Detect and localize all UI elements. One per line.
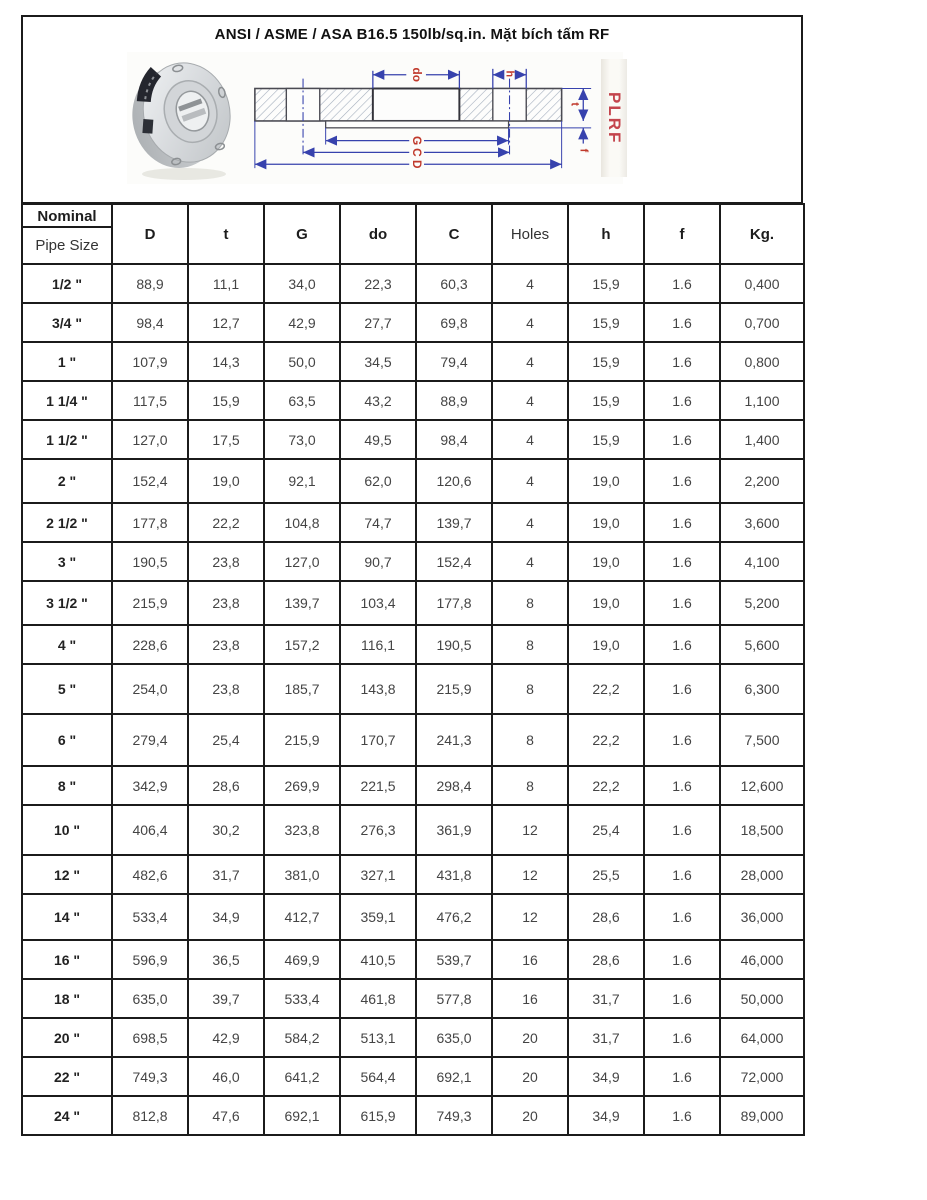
dim-label-f: f bbox=[577, 148, 590, 153]
value-cell: 20 bbox=[492, 1057, 568, 1096]
table-row bbox=[22, 894, 804, 940]
table-row bbox=[22, 625, 804, 664]
value-cell: 254,0 bbox=[112, 664, 188, 714]
pipe-size-cell: 1 1/2 " bbox=[22, 420, 112, 459]
value-cell: 28,6 bbox=[188, 766, 264, 805]
value-cell: 3,600 bbox=[720, 503, 804, 542]
plrf-strip bbox=[601, 59, 627, 177]
value-cell: 22,2 bbox=[188, 503, 264, 542]
flange-figure bbox=[127, 52, 623, 184]
value-cell: 88,9 bbox=[112, 264, 188, 303]
value-cell: 20 bbox=[492, 1096, 568, 1135]
table-row bbox=[22, 766, 804, 805]
pipe-size-cell: 14 " bbox=[22, 894, 112, 940]
value-cell: 170,7 bbox=[340, 714, 416, 766]
flange-dimension-table bbox=[21, 203, 805, 1136]
pipe-size-cell: 3 " bbox=[22, 542, 112, 581]
column-header-t: t bbox=[188, 204, 264, 264]
value-cell: 64,000 bbox=[720, 1018, 804, 1057]
dim-label-do: do bbox=[410, 67, 424, 82]
value-cell: 15,9 bbox=[568, 303, 644, 342]
value-cell: 4 bbox=[492, 542, 568, 581]
value-cell: 25,4 bbox=[188, 714, 264, 766]
value-cell: 31,7 bbox=[568, 1018, 644, 1057]
table-row bbox=[22, 1096, 804, 1135]
value-cell: 139,7 bbox=[264, 581, 340, 625]
dim-label-c: C bbox=[410, 148, 424, 157]
value-cell: 4 bbox=[492, 420, 568, 459]
flange-photo-image bbox=[127, 52, 245, 184]
value-cell: 177,8 bbox=[112, 503, 188, 542]
value-cell: 15,9 bbox=[568, 381, 644, 420]
table-row bbox=[22, 459, 804, 503]
pipe-size-cell: 2 " bbox=[22, 459, 112, 503]
value-cell: 4 bbox=[492, 342, 568, 381]
value-cell: 43,2 bbox=[340, 381, 416, 420]
value-cell: 19,0 bbox=[568, 625, 644, 664]
value-cell: 46,000 bbox=[720, 940, 804, 979]
value-cell: 4 bbox=[492, 459, 568, 503]
value-cell: 152,4 bbox=[416, 542, 492, 581]
value-cell: 8 bbox=[492, 581, 568, 625]
value-cell: 533,4 bbox=[112, 894, 188, 940]
value-cell: 327,1 bbox=[340, 855, 416, 894]
table-row bbox=[22, 979, 804, 1018]
value-cell: 16 bbox=[492, 940, 568, 979]
value-cell: 1.6 bbox=[644, 264, 720, 303]
value-cell: 482,6 bbox=[112, 855, 188, 894]
column-header-h: h bbox=[568, 204, 644, 264]
value-cell: 1.6 bbox=[644, 420, 720, 459]
table-row bbox=[22, 714, 804, 766]
value-cell: 49,5 bbox=[340, 420, 416, 459]
value-cell: 241,3 bbox=[416, 714, 492, 766]
column-header-holes: Holes bbox=[492, 204, 568, 264]
value-cell: 8 bbox=[492, 714, 568, 766]
value-cell: 34,9 bbox=[568, 1057, 644, 1096]
center-bore bbox=[373, 89, 460, 121]
value-cell: 215,9 bbox=[112, 581, 188, 625]
value-cell: 15,9 bbox=[568, 342, 644, 381]
value-cell: 276,3 bbox=[340, 805, 416, 855]
value-cell: 20 bbox=[492, 1018, 568, 1057]
value-cell: 63,5 bbox=[264, 381, 340, 420]
value-cell: 269,9 bbox=[264, 766, 340, 805]
table-row bbox=[22, 855, 804, 894]
value-cell: 42,9 bbox=[188, 1018, 264, 1057]
value-cell: 4 bbox=[492, 503, 568, 542]
value-cell: 323,8 bbox=[264, 805, 340, 855]
pipe-size-cell: 1 " bbox=[22, 342, 112, 381]
table-row bbox=[22, 420, 804, 459]
flange-photo bbox=[127, 52, 245, 184]
plrf-label: PLRF bbox=[605, 91, 624, 145]
value-cell: 34,5 bbox=[340, 342, 416, 381]
pipe-size-cell: 8 " bbox=[22, 766, 112, 805]
value-cell: 152,4 bbox=[112, 459, 188, 503]
header-row bbox=[22, 204, 804, 264]
value-cell: 22,2 bbox=[568, 714, 644, 766]
table-row bbox=[22, 1057, 804, 1096]
value-cell: 36,5 bbox=[188, 940, 264, 979]
value-cell: 12 bbox=[492, 894, 568, 940]
value-cell: 1.6 bbox=[644, 766, 720, 805]
value-cell: 513,1 bbox=[340, 1018, 416, 1057]
value-cell: 34,0 bbox=[264, 264, 340, 303]
value-cell: 25,4 bbox=[568, 805, 644, 855]
value-cell: 19,0 bbox=[568, 503, 644, 542]
pipe-size-cell: 12 " bbox=[22, 855, 112, 894]
value-cell: 1.6 bbox=[644, 342, 720, 381]
value-cell: 30,2 bbox=[188, 805, 264, 855]
value-cell: 73,0 bbox=[264, 420, 340, 459]
dim-label-d: D bbox=[410, 159, 424, 169]
value-cell: 15,9 bbox=[568, 264, 644, 303]
value-cell: 22,2 bbox=[568, 766, 644, 805]
value-cell: 74,7 bbox=[340, 503, 416, 542]
value-cell: 117,5 bbox=[112, 381, 188, 420]
raised-face bbox=[326, 121, 509, 128]
value-cell: 28,000 bbox=[720, 855, 804, 894]
pipe-size-label: Pipe Size bbox=[35, 237, 99, 254]
value-cell: 47,6 bbox=[188, 1096, 264, 1135]
value-cell: 412,7 bbox=[264, 894, 340, 940]
value-cell: 98,4 bbox=[416, 420, 492, 459]
pipe-size-cell: 3 1/2 " bbox=[22, 581, 112, 625]
flange-drawing bbox=[247, 52, 599, 184]
value-cell: 28,6 bbox=[568, 894, 644, 940]
pipe-size-cell: 4 " bbox=[22, 625, 112, 664]
value-cell: 15,9 bbox=[188, 381, 264, 420]
value-cell: 190,5 bbox=[112, 542, 188, 581]
value-cell: 60,3 bbox=[416, 264, 492, 303]
column-header-g: G bbox=[264, 204, 340, 264]
value-cell: 359,1 bbox=[340, 894, 416, 940]
value-cell: 476,2 bbox=[416, 894, 492, 940]
value-cell: 17,5 bbox=[188, 420, 264, 459]
column-header-do: do bbox=[340, 204, 416, 264]
value-cell: 143,8 bbox=[340, 664, 416, 714]
title-figure-box bbox=[21, 15, 803, 204]
value-cell: 584,2 bbox=[264, 1018, 340, 1057]
value-cell: 23,8 bbox=[188, 542, 264, 581]
column-header-kg: Kg. bbox=[720, 204, 804, 264]
pipe-size-cell: 1/2 " bbox=[22, 264, 112, 303]
value-cell: 1.6 bbox=[644, 894, 720, 940]
table-row bbox=[22, 1018, 804, 1057]
value-cell: 42,9 bbox=[264, 303, 340, 342]
value-cell: 228,6 bbox=[112, 625, 188, 664]
value-cell: 596,9 bbox=[112, 940, 188, 979]
value-cell: 469,9 bbox=[264, 940, 340, 979]
value-cell: 1.6 bbox=[644, 664, 720, 714]
value-cell: 381,0 bbox=[264, 855, 340, 894]
value-cell: 635,0 bbox=[112, 979, 188, 1018]
value-cell: 103,4 bbox=[340, 581, 416, 625]
value-cell: 25,5 bbox=[568, 855, 644, 894]
value-cell: 1.6 bbox=[644, 714, 720, 766]
value-cell: 641,2 bbox=[264, 1057, 340, 1096]
value-cell: 4 bbox=[492, 381, 568, 420]
value-cell: 6,300 bbox=[720, 664, 804, 714]
dim-label-g: G bbox=[410, 136, 424, 146]
nominal-label: Nominal bbox=[23, 205, 111, 228]
pipe-size-cell: 6 " bbox=[22, 714, 112, 766]
value-cell: 461,8 bbox=[340, 979, 416, 1018]
value-cell: 14,3 bbox=[188, 342, 264, 381]
value-cell: 5,600 bbox=[720, 625, 804, 664]
flange-table-body bbox=[22, 264, 804, 1135]
value-cell: 11,1 bbox=[188, 264, 264, 303]
value-cell: 577,8 bbox=[416, 979, 492, 1018]
table-row bbox=[22, 503, 804, 542]
value-cell: 19,0 bbox=[568, 542, 644, 581]
pipe-size-cell: 5 " bbox=[22, 664, 112, 714]
value-cell: 28,6 bbox=[568, 940, 644, 979]
table-row bbox=[22, 664, 804, 714]
value-cell: 1.6 bbox=[644, 381, 720, 420]
value-cell: 4,100 bbox=[720, 542, 804, 581]
value-cell: 0,400 bbox=[720, 264, 804, 303]
value-cell: 157,2 bbox=[264, 625, 340, 664]
value-cell: 1.6 bbox=[644, 1057, 720, 1096]
value-cell: 16 bbox=[492, 979, 568, 1018]
value-cell: 72,000 bbox=[720, 1057, 804, 1096]
value-cell: 12,600 bbox=[720, 766, 804, 805]
value-cell: 98,4 bbox=[112, 303, 188, 342]
value-cell: 34,9 bbox=[188, 894, 264, 940]
pipe-size-cell: 22 " bbox=[22, 1057, 112, 1096]
value-cell: 615,9 bbox=[340, 1096, 416, 1135]
value-cell: 0,800 bbox=[720, 342, 804, 381]
value-cell: 431,8 bbox=[416, 855, 492, 894]
value-cell: 107,9 bbox=[112, 342, 188, 381]
column-header-f: f bbox=[644, 204, 720, 264]
value-cell: 12 bbox=[492, 805, 568, 855]
value-cell: 1.6 bbox=[644, 1096, 720, 1135]
pipe-size-cell: 2 1/2 " bbox=[22, 503, 112, 542]
table-row bbox=[22, 303, 804, 342]
value-cell: 177,8 bbox=[416, 581, 492, 625]
value-cell: 410,5 bbox=[340, 940, 416, 979]
value-cell: 7,500 bbox=[720, 714, 804, 766]
column-header-d: D bbox=[112, 204, 188, 264]
value-cell: 4 bbox=[492, 264, 568, 303]
value-cell: 8 bbox=[492, 766, 568, 805]
value-cell: 69,8 bbox=[416, 303, 492, 342]
value-cell: 698,5 bbox=[112, 1018, 188, 1057]
value-cell: 19,0 bbox=[568, 459, 644, 503]
value-cell: 749,3 bbox=[112, 1057, 188, 1096]
pipe-size-cell: 16 " bbox=[22, 940, 112, 979]
value-cell: 22,3 bbox=[340, 264, 416, 303]
value-cell: 15,9 bbox=[568, 420, 644, 459]
page-title: ANSI / ASME / ASA B16.5 150lb/sq.in. Mặt bích tấm RF bbox=[214, 26, 610, 43]
value-cell: 92,1 bbox=[264, 459, 340, 503]
pipe-size-cell: 3/4 " bbox=[22, 303, 112, 342]
table-row bbox=[22, 940, 804, 979]
value-cell: 342,9 bbox=[112, 766, 188, 805]
value-cell: 18,500 bbox=[720, 805, 804, 855]
value-cell: 139,7 bbox=[416, 503, 492, 542]
value-cell: 8 bbox=[492, 625, 568, 664]
value-cell: 120,6 bbox=[416, 459, 492, 503]
table-row bbox=[22, 581, 804, 625]
value-cell: 692,1 bbox=[416, 1057, 492, 1096]
value-cell: 34,9 bbox=[568, 1096, 644, 1135]
value-cell: 62,0 bbox=[340, 459, 416, 503]
value-cell: 185,7 bbox=[264, 664, 340, 714]
dim-f bbox=[509, 128, 592, 144]
value-cell: 23,8 bbox=[188, 664, 264, 714]
value-cell: 12,7 bbox=[188, 303, 264, 342]
value-cell: 19,0 bbox=[188, 459, 264, 503]
dim-label-h: h bbox=[503, 70, 516, 78]
value-cell: 12 bbox=[492, 855, 568, 894]
value-cell: 36,000 bbox=[720, 894, 804, 940]
value-cell: 1,100 bbox=[720, 381, 804, 420]
column-header-c: C bbox=[416, 204, 492, 264]
value-cell: 221,5 bbox=[340, 766, 416, 805]
table-row bbox=[22, 264, 804, 303]
value-cell: 23,8 bbox=[188, 625, 264, 664]
value-cell: 4 bbox=[492, 303, 568, 342]
value-cell: 635,0 bbox=[416, 1018, 492, 1057]
value-cell: 1.6 bbox=[644, 303, 720, 342]
value-cell: 1.6 bbox=[644, 503, 720, 542]
value-cell: 539,7 bbox=[416, 940, 492, 979]
value-cell: 812,8 bbox=[112, 1096, 188, 1135]
value-cell: 1.6 bbox=[644, 979, 720, 1018]
value-cell: 79,4 bbox=[416, 342, 492, 381]
value-cell: 50,000 bbox=[720, 979, 804, 1018]
value-cell: 2,200 bbox=[720, 459, 804, 503]
value-cell: 1.6 bbox=[644, 805, 720, 855]
value-cell: 127,0 bbox=[264, 542, 340, 581]
pipe-size-cell: 20 " bbox=[22, 1018, 112, 1057]
pipe-size-cell: 18 " bbox=[22, 979, 112, 1018]
value-cell: 692,1 bbox=[264, 1096, 340, 1135]
value-cell: 0,700 bbox=[720, 303, 804, 342]
table-row bbox=[22, 805, 804, 855]
value-cell: 27,7 bbox=[340, 303, 416, 342]
value-cell: 190,5 bbox=[416, 625, 492, 664]
value-cell: 533,4 bbox=[264, 979, 340, 1018]
dim-label-t: t bbox=[568, 102, 581, 107]
column-header-pipe-size bbox=[22, 204, 112, 264]
value-cell: 1.6 bbox=[644, 855, 720, 894]
value-cell: 1.6 bbox=[644, 542, 720, 581]
value-cell: 564,4 bbox=[340, 1057, 416, 1096]
value-cell: 1.6 bbox=[644, 625, 720, 664]
value-cell: 116,1 bbox=[340, 625, 416, 664]
value-cell: 1.6 bbox=[644, 459, 720, 503]
value-cell: 1.6 bbox=[644, 940, 720, 979]
value-cell: 215,9 bbox=[416, 664, 492, 714]
value-cell: 1,400 bbox=[720, 420, 804, 459]
pipe-size-cell: 1 1/4 " bbox=[22, 381, 112, 420]
value-cell: 90,7 bbox=[340, 542, 416, 581]
value-cell: 31,7 bbox=[188, 855, 264, 894]
value-cell: 127,0 bbox=[112, 420, 188, 459]
value-cell: 46,0 bbox=[188, 1057, 264, 1096]
value-cell: 361,9 bbox=[416, 805, 492, 855]
value-cell: 89,000 bbox=[720, 1096, 804, 1135]
value-cell: 298,4 bbox=[416, 766, 492, 805]
table-row bbox=[22, 342, 804, 381]
pipe-size-cell: 10 " bbox=[22, 805, 112, 855]
table-row bbox=[22, 381, 804, 420]
value-cell: 215,9 bbox=[264, 714, 340, 766]
value-cell: 1.6 bbox=[644, 581, 720, 625]
document-page bbox=[21, 15, 803, 1136]
value-cell: 22,2 bbox=[568, 664, 644, 714]
value-cell: 104,8 bbox=[264, 503, 340, 542]
value-cell: 88,9 bbox=[416, 381, 492, 420]
value-cell: 406,4 bbox=[112, 805, 188, 855]
value-cell: 5,200 bbox=[720, 581, 804, 625]
value-cell: 8 bbox=[492, 664, 568, 714]
value-cell: 50,0 bbox=[264, 342, 340, 381]
value-cell: 31,7 bbox=[568, 979, 644, 1018]
value-cell: 23,8 bbox=[188, 581, 264, 625]
value-cell: 279,4 bbox=[112, 714, 188, 766]
value-cell: 749,3 bbox=[416, 1096, 492, 1135]
table-row bbox=[22, 542, 804, 581]
value-cell: 19,0 bbox=[568, 581, 644, 625]
pipe-size-cell: 24 " bbox=[22, 1096, 112, 1135]
value-cell: 1.6 bbox=[644, 1018, 720, 1057]
flange-cross-section bbox=[247, 52, 599, 184]
value-cell: 39,7 bbox=[188, 979, 264, 1018]
